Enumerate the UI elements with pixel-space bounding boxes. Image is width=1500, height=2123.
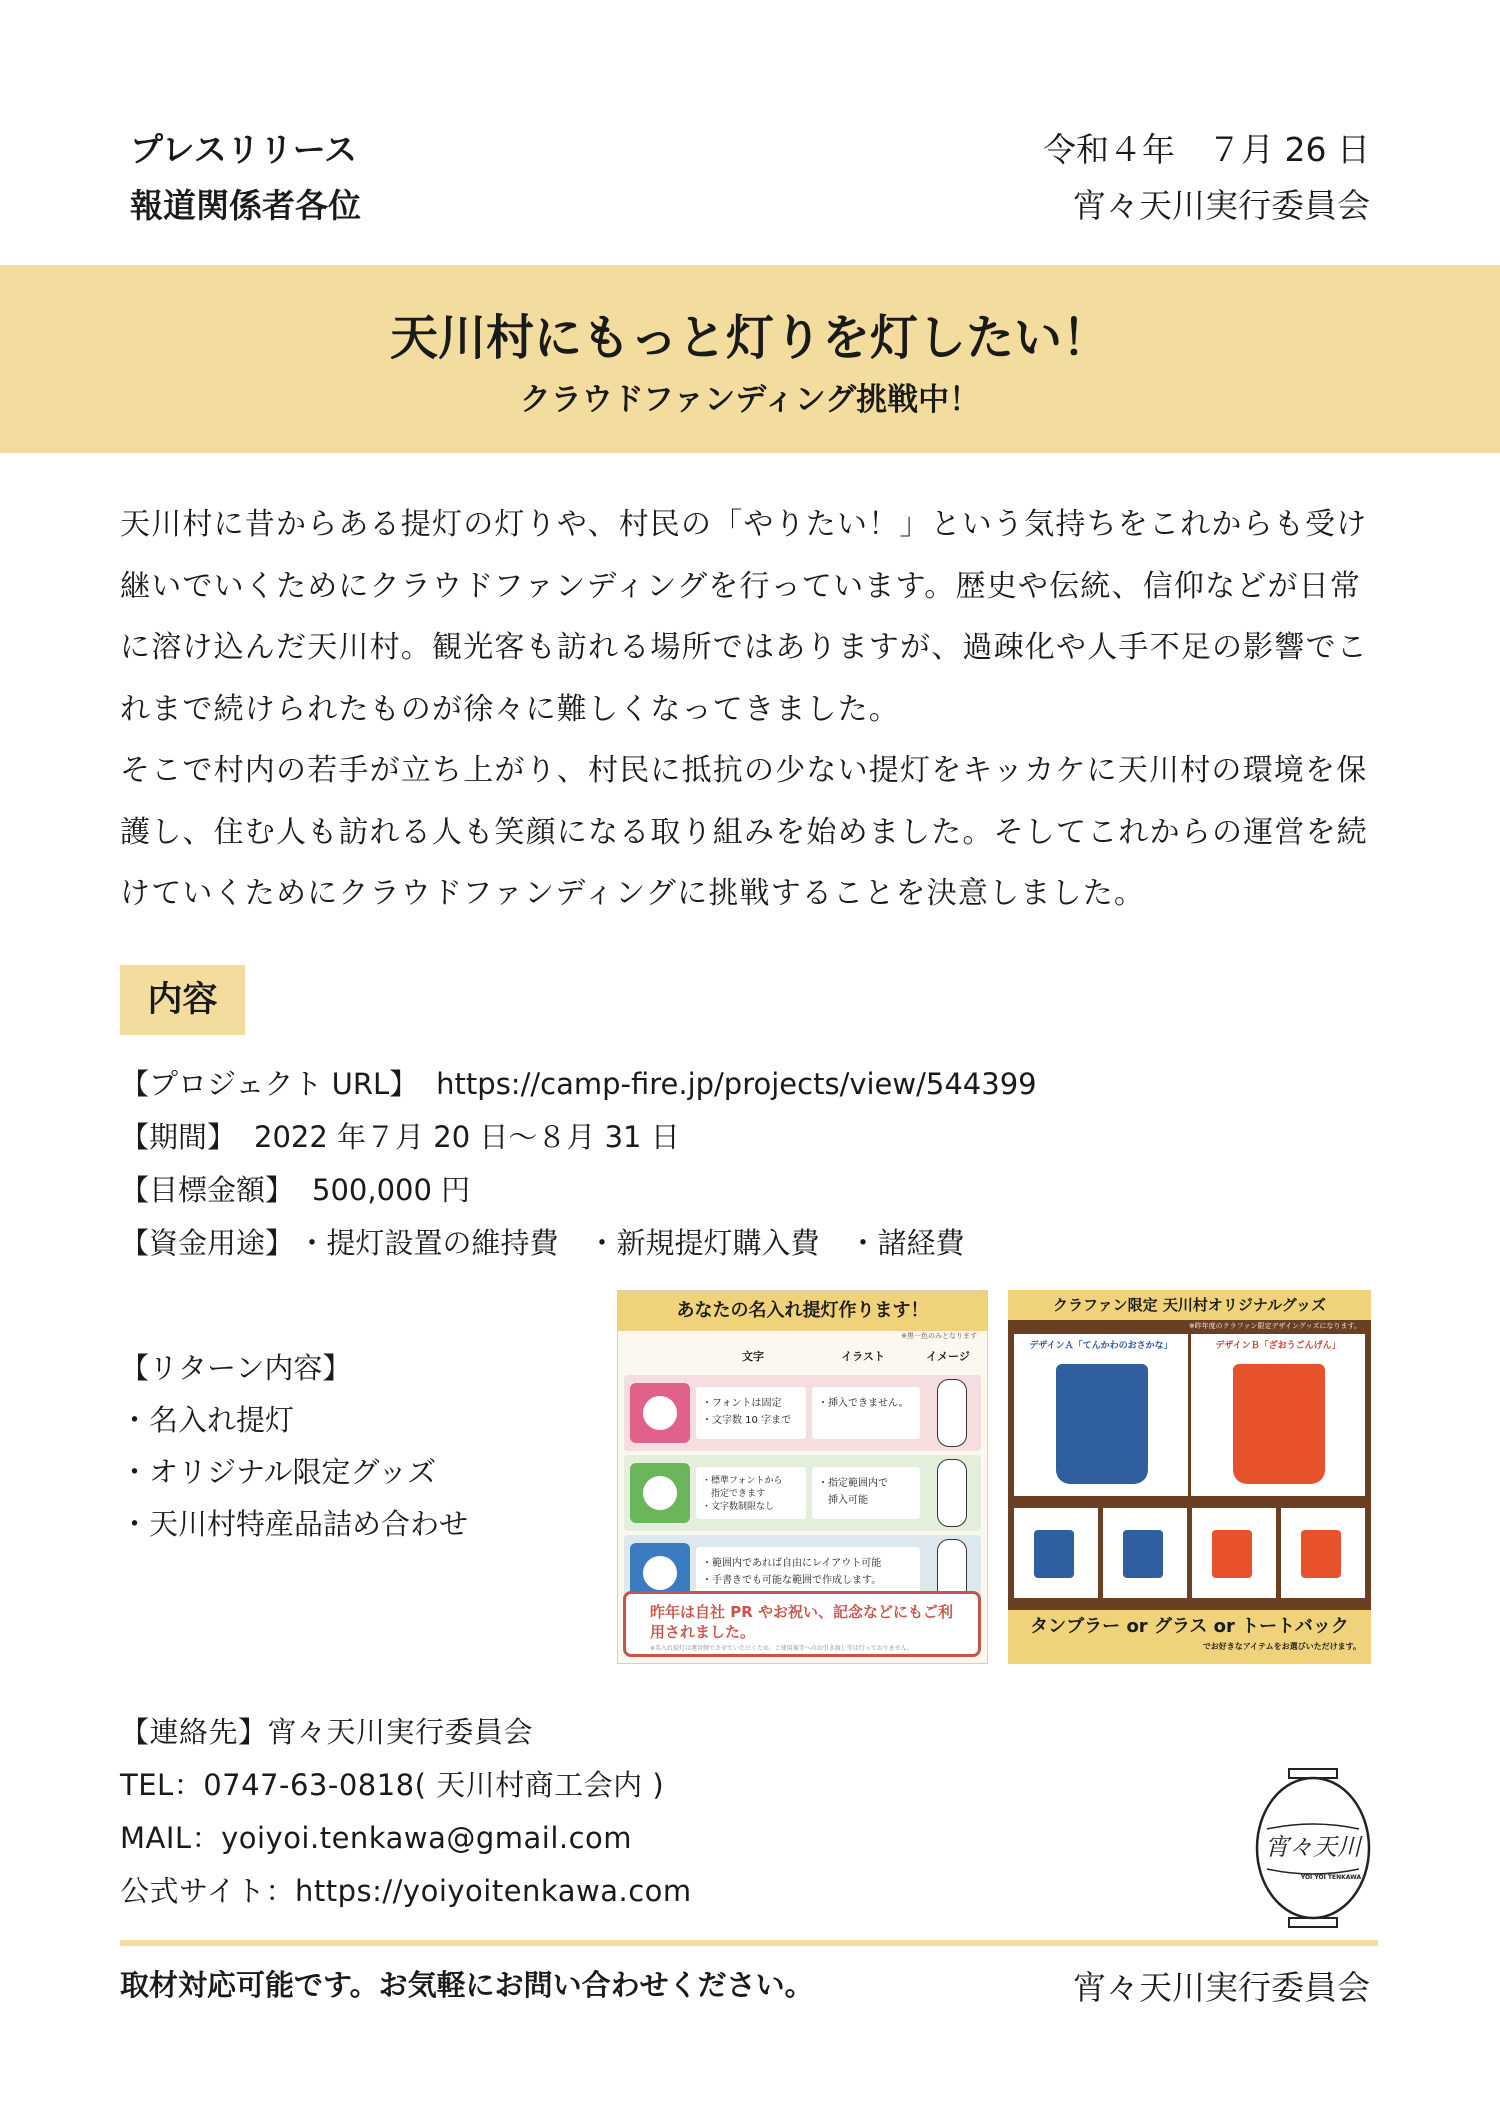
lantern-footer-text: 昨年は自社 PR やお祝い、記念などにもご利用されました。 <box>650 1603 953 1641</box>
detail-row-period <box>120 1111 1037 1164</box>
goods-promo-title: クラファン限定 天川村オリジナルグッズ <box>1008 1290 1371 1320</box>
release-type: プレスリリース <box>130 130 358 169</box>
design-b-caption: デザインＢ「ざおうごんげん」 <box>1215 1341 1341 1351</box>
audience: 報道関係者各位 <box>130 186 361 225</box>
design-b-panel <box>1191 1334 1365 1496</box>
detail-value: ・提灯設置の維持費 ・新規提灯購入費 ・諸経費 <box>297 1226 965 1260</box>
detail-value: 500,000 円 <box>312 1173 471 1207</box>
contact-tel[interactable]: TEL：0747-63-0818( 天川村商工会内 ) <box>120 1768 665 1802</box>
project-details <box>120 1058 1037 1270</box>
glass-thumb <box>1192 1508 1276 1598</box>
header-left <box>130 122 361 234</box>
plum-crest-icon <box>630 1383 690 1443</box>
detail-label: 【目標金額】 <box>120 1173 295 1207</box>
detail-value: 2022 年７月 20 日～８月 31 日 <box>254 1120 680 1154</box>
list-item: ・天川村特産品詰め合わせ <box>120 1507 469 1541</box>
glass-thumb <box>1014 1508 1098 1598</box>
glass-blue-icon <box>1034 1530 1074 1578</box>
intro-text <box>120 494 1382 925</box>
issuer-org: 宵々天川実行委員会 <box>1073 186 1370 225</box>
lantern-table-header <box>618 1343 987 1371</box>
header-right <box>1043 122 1370 234</box>
goods-promo-footer <box>1008 1610 1371 1664</box>
returns-title: 【リターン内容】 <box>120 1351 352 1385</box>
list-item: ・オリジナル限定グッズ <box>120 1455 437 1489</box>
lantern-promo-note: ※黒一色のみとなります <box>901 1332 977 1340</box>
goods-promo-image <box>1008 1290 1371 1664</box>
design-a-panel <box>1014 1334 1188 1496</box>
option-illust: ・挿入できません。 <box>812 1387 920 1439</box>
tumbler-orange-icon <box>1233 1364 1325 1484</box>
goods-footer-text: タンブラー or グラス or トートバック <box>1030 1616 1349 1637</box>
tote-blue-icon <box>1123 1530 1163 1578</box>
lantern-footer-note: ※名入れ提灯は運営側でさせていただくため、ご使用後等へのお引き渡し等は行っておりません。 <box>650 1645 914 1652</box>
section-title: 内容 <box>120 965 245 1035</box>
goods-promo-note: ※昨年度のクラファン限定デザイングッズになります。 <box>1188 1322 1361 1330</box>
project-url-link[interactable]: https://camp-fire.jp/projects/view/544399 <box>436 1067 1037 1101</box>
title-banner <box>0 265 1500 453</box>
detail-row-usage <box>120 1217 1037 1270</box>
lantern-option-row <box>624 1455 981 1531</box>
column-header: イラスト <box>841 1350 885 1363</box>
release-date: 令和４年 ７月 26 日 <box>1043 130 1370 169</box>
contact-info <box>120 1706 692 1918</box>
glass-orange-icon <box>1212 1530 1252 1578</box>
option-text: ・標準フォントから 指定できます ・文字数制限なし <box>696 1467 806 1519</box>
list-item: ・名入れ提灯 <box>120 1403 295 1437</box>
logo-text: 宵々天川 <box>1265 1833 1361 1861</box>
goods-footer-note: でお好きなアイテムをお選びいただけます。 <box>1202 1642 1361 1651</box>
detail-row-goal <box>120 1164 1037 1217</box>
detail-label: 【資金用途】 <box>120 1226 280 1260</box>
lantern-promo-footer <box>623 1591 981 1657</box>
contact-site[interactable]: 公式サイト：https://yoiyoitenkawa.com <box>120 1874 692 1908</box>
intro-paragraph: そこで村内の若手が立ち上がり、村民に抵抗の少ない提灯をキッカケに天川村の環境を保護し、住む人も訪れる人も笑顔になる取り組みを始めました。そしてこれからの運営を続けていくためにクラウドファンディングに挑戦することを決意しました。 <box>120 753 1368 911</box>
detail-label: 【プロジェクト URL】 <box>120 1067 419 1101</box>
lantern-option-row <box>624 1375 981 1451</box>
intro-paragraph: 天川村に昔からある提灯の灯りや、村民の「やりたい！」という気持ちをこれからも受け継いでいくためにクラウドファンディングを行っています。歴史や伝統、信仰などが日常に溶け込んだ天川村。観光客も訪れる場所ではありますが、過疎化や人手不足の影響でこれまで続けられたものが徐々に難しくなってきました。 <box>120 507 1368 727</box>
lantern-promo-title: あなたの名入れ提灯作ります！ <box>618 1291 987 1331</box>
design-a-caption: デザインＡ「てんかわのおさかな」 <box>1029 1341 1173 1351</box>
logo-subtext: YOI YOI TENKAWA <box>1300 1874 1362 1881</box>
option-text: ・フォントは固定 ・文字数 10 字まで <box>696 1387 806 1439</box>
page-title: 天川村にもっと灯りを灯したい！ <box>389 310 1110 366</box>
lantern-promo-image <box>617 1290 988 1664</box>
tote-orange-icon <box>1301 1530 1341 1578</box>
contact-mail[interactable]: MAIL：yoiyoi.tenkawa@gmail.com <box>120 1821 633 1855</box>
column-header: 文字 <box>742 1350 764 1363</box>
footer-note: 取材対応可能です。お気軽にお問い合わせください。 <box>120 1968 814 2002</box>
tumbler-blue-icon <box>1056 1364 1148 1484</box>
returns-list <box>120 1342 468 1550</box>
yoiyoi-tenkawa-logo <box>1253 1767 1373 1929</box>
page-subtitle: クラウドファンディング挑戦中！ <box>519 382 981 418</box>
tote-thumb <box>1281 1508 1365 1598</box>
tote-thumb <box>1103 1508 1187 1598</box>
footer-divider <box>120 1940 1378 1946</box>
contact-org: 【連絡先】宵々天川実行委員会 <box>120 1715 534 1749</box>
detail-row-url <box>120 1058 1037 1111</box>
option-text: ・範囲内であれば自由にレイアウト可能 ・手書きでも可能な範囲で作成します。 <box>696 1547 920 1599</box>
bamboo-crest-icon <box>630 1463 690 1523</box>
option-illust: ・指定範囲内で 挿入可能 <box>812 1467 920 1519</box>
footer-org: 宵々天川実行委員会 <box>1073 1968 1370 2007</box>
detail-label: 【期間】 <box>120 1120 237 1154</box>
lantern-icon <box>937 1379 967 1447</box>
column-header: イメージ <box>926 1350 970 1363</box>
lantern-icon <box>937 1459 967 1527</box>
